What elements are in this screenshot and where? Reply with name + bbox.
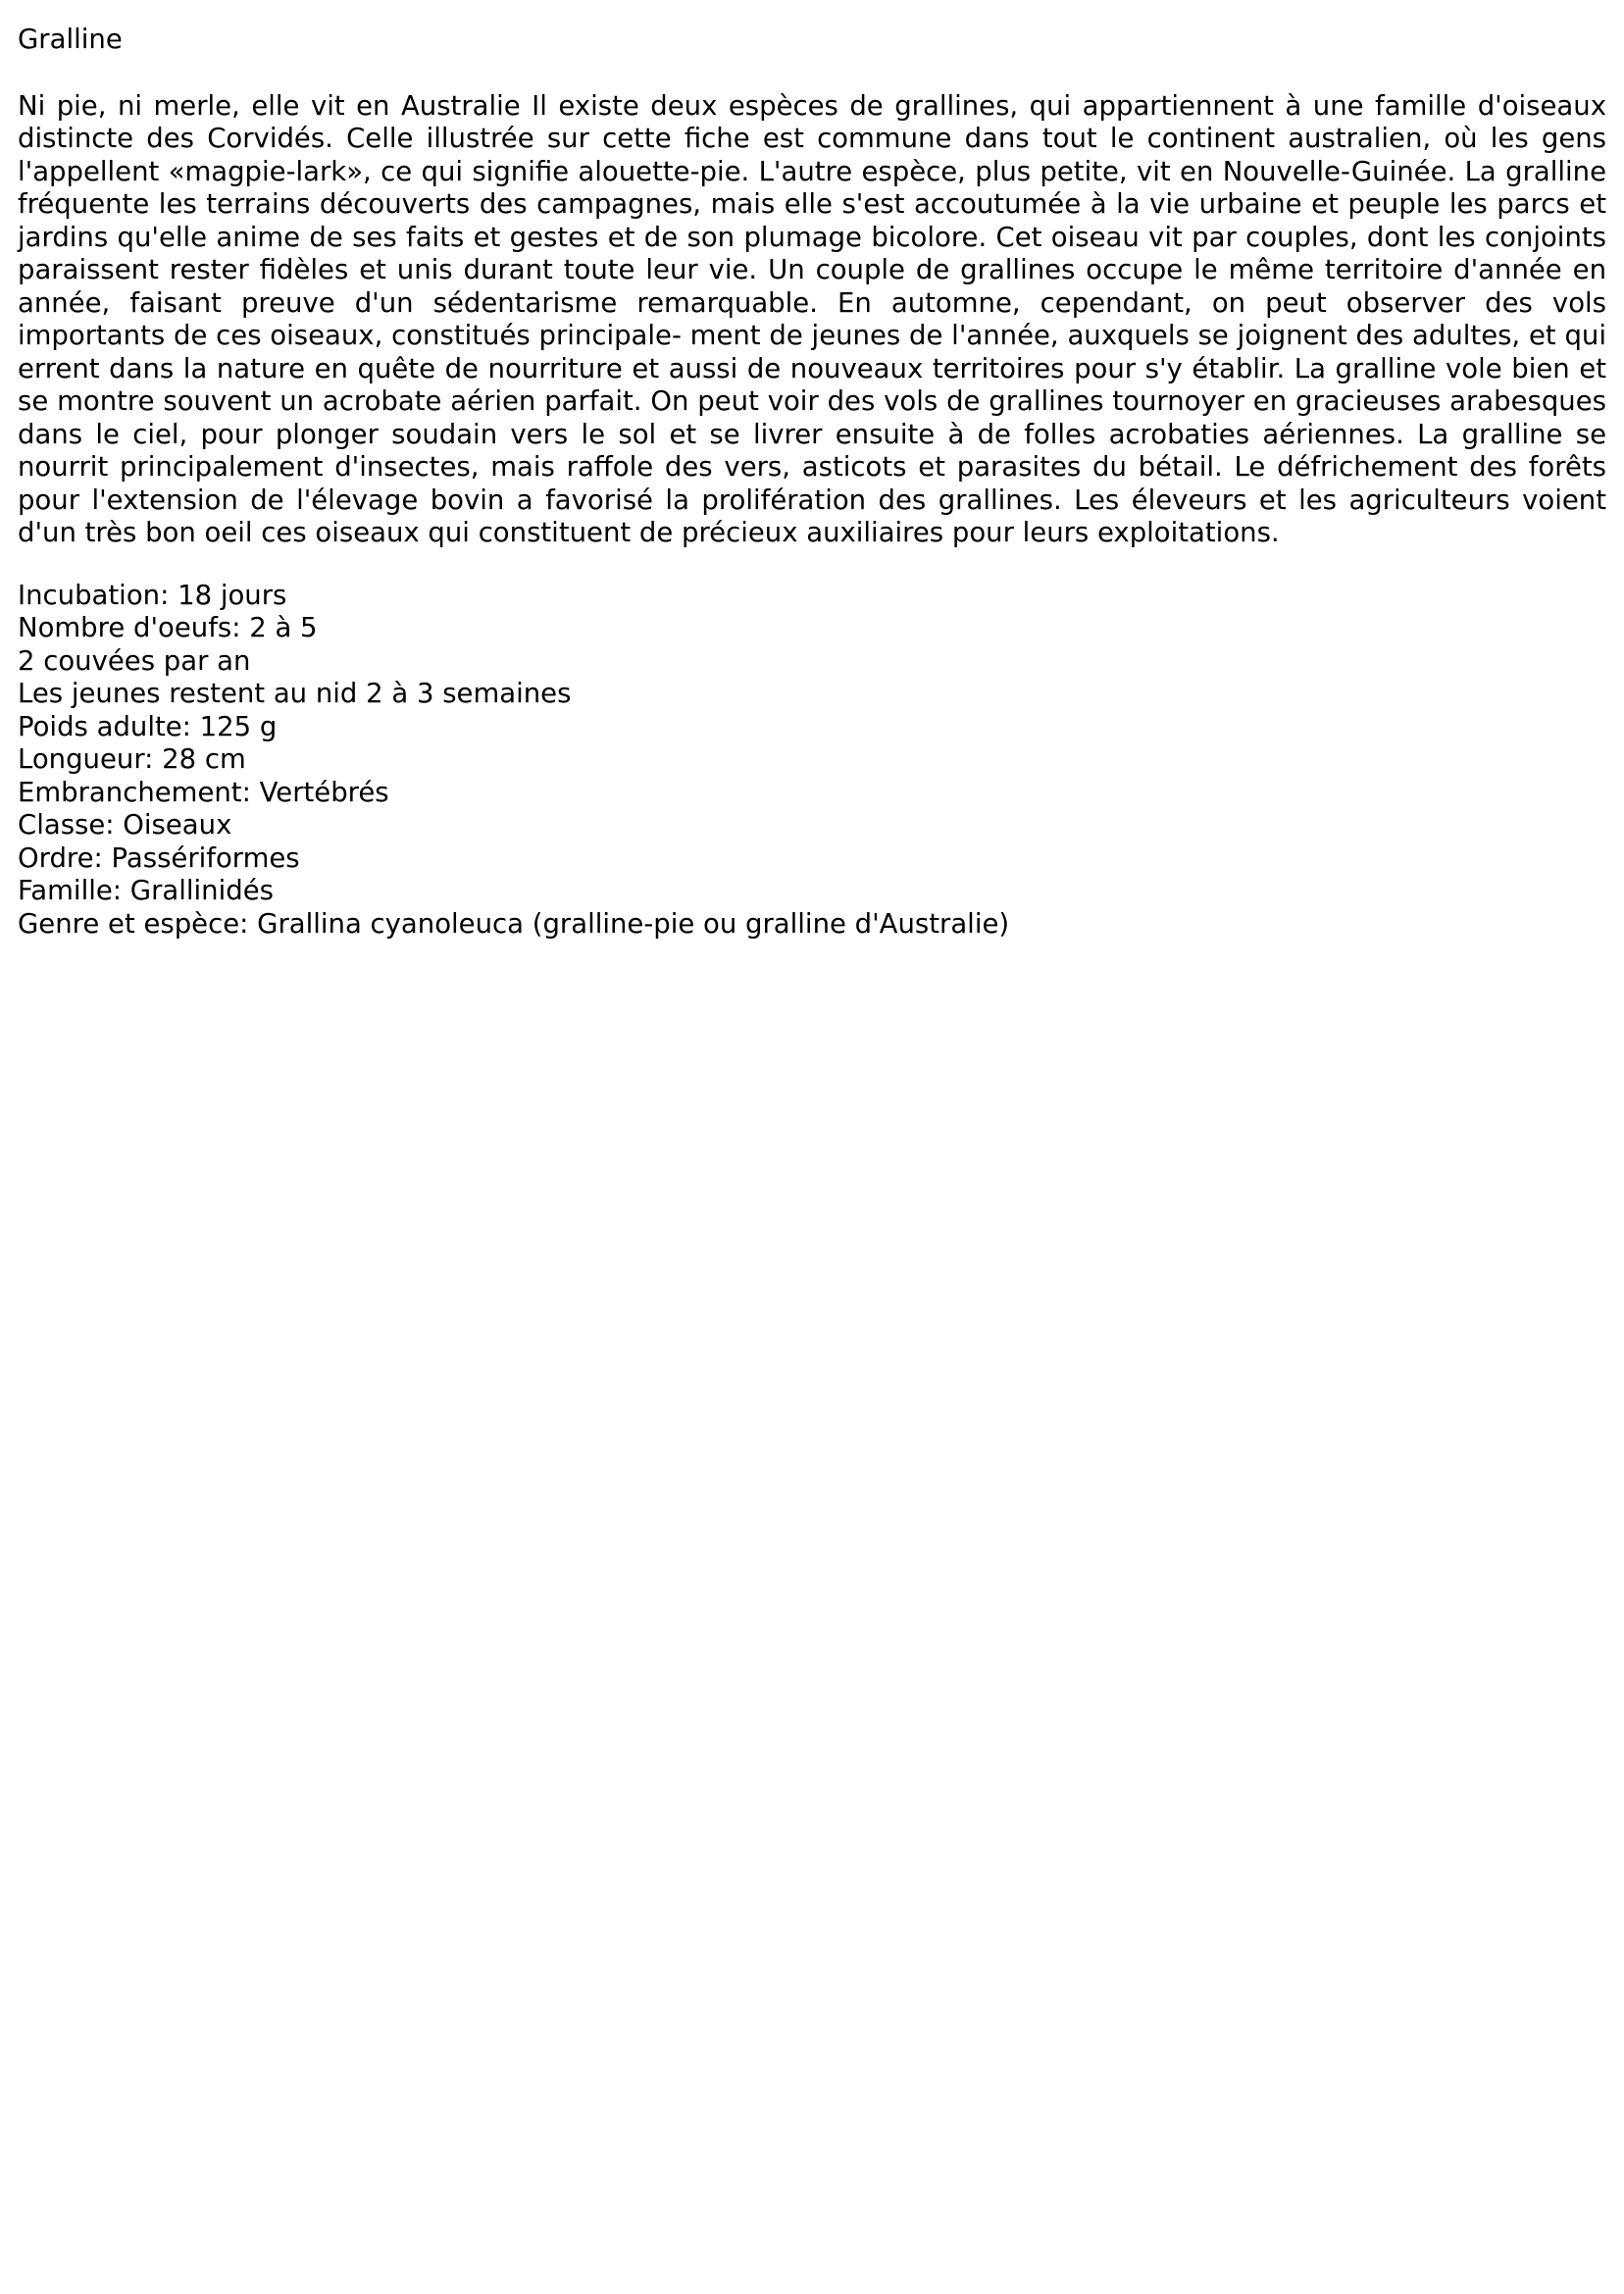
- fact-family: Famille: Grallinidés: [18, 875, 274, 906]
- fact-length: Longueur: 28 cm: [18, 743, 246, 775]
- fact-nestling-period: Les jeunes restent au nid 2 à 3 semaines: [18, 678, 572, 709]
- fact-phylum: Embranchement: Vertébrés: [18, 776, 389, 808]
- document-title: Gralline: [18, 24, 123, 55]
- fact-genus-species: Genre et espèce: Grallina cyanoleuca (gralline-pie ou gralline d'Australie): [18, 907, 1010, 940]
- document-page: [18, 24, 1606, 941]
- facts-list: [18, 580, 1606, 942]
- fact-egg-count: Nombre d'oeufs: 2 à 5: [18, 612, 318, 643]
- fact-order: Ordre: Passériformes: [18, 841, 300, 874]
- description-paragraph: Ni pie, ni merle, elle vit en Australie Il existe deux espèces de grallines, qui appartiennent à une famille d'oiseaux distincte des Corvidés. Celle illustrée sur cette fiche est commune dans tout le continent australien, où les gens l'appellent «magpie-lark», ce qui signifie alouette-pie. L'autre espèce, plus petite, vit en Nouvelle-Guinée. La gralline fréquente les terrains découverts des campagnes, mais elle s'est accoutumée à la vie urbaine et peuple les parcs et jardins qu'elle anime de ses faits et gestes et de son plumage bicolore. Cet oiseau vit par couples, dont les conjoints paraissent rester fidèles et unis durant toute leur vie. Un couple de grallines occupe le même territoire d'année en année, faisant preuve d'un sédentarisme remarquable. En automne, cependant, on peut observer des vols importants de ces oiseaux, constitués principale- ment de jeunes de l'année, auxquels se joignent des adultes, et qui errent dans la nature en quête de nourriture et aussi de nouveaux territoires pour s'y établir. La gralline vole bien et se montre souvent un acrobate aérien parfait. On peut voir des vols de grallines tournoyer en gracieuses arabesques dans le ciel, pour plonger soudain vers le sol et se livrer ensuite à de folles acrobaties aériennes. La gralline se nourrit principalement d'insectes, mais raffole des vers, asticots et parasites du bétail. Le défrichement des forêts pour l'extension de l'élevage bovin a favorisé la prolifération des grallines. Les éleveurs et les agriculteurs voient d'un très bon oeil ces oiseaux qui constituent de précieux auxiliaires pour leurs exploitations.: [18, 89, 1606, 548]
- fact-class: Classe: Oiseaux: [18, 809, 232, 841]
- fact-incubation: Incubation: 18 jours: [18, 579, 287, 611]
- fact-adult-weight: Poids adulte: 125 g: [18, 710, 278, 742]
- fact-broods: 2 couvées par an: [18, 644, 251, 677]
